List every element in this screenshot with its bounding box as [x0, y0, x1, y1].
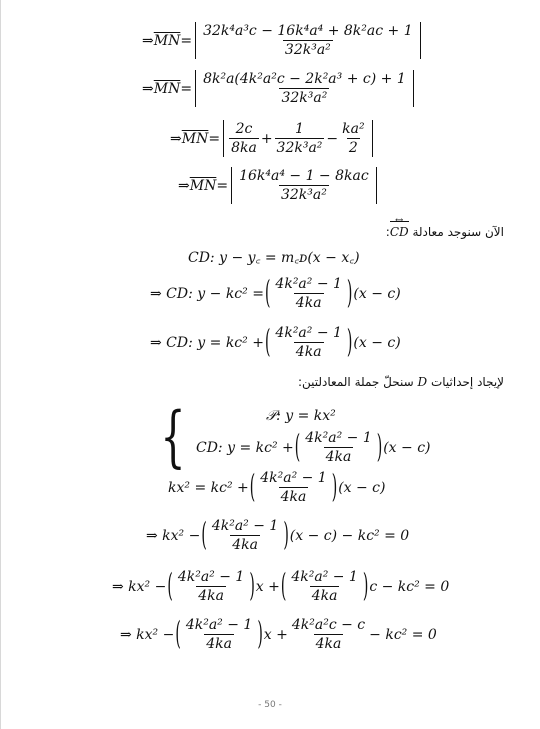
e4-den: 4ka: [206, 636, 232, 652]
mn1-denominator: 32k³a²: [284, 42, 331, 58]
e2-den: 4ka: [232, 537, 258, 553]
e3-lhs: ⇒ kx² −: [112, 578, 167, 595]
cd1-text: CD: y − y꜀ = m꜀ᴅ(x − x꜀): [188, 250, 360, 266]
e1-tail: (x − c): [338, 479, 386, 496]
mn3-term2-num: 1: [295, 121, 304, 137]
e4-num: 4k²a² − 1: [185, 617, 253, 633]
left-brace: {: [160, 398, 186, 475]
e4-mid: x +: [263, 626, 288, 643]
equation-mn-4: ⇒ $\overline{MN}$ = $\frac{\text{16k⁴a⁴ − 1 − 8kac}}{\text{32k³a²}}$: [178, 167, 380, 204]
equation-cd-1: [188, 251, 360, 265]
page-number: - 50 -: [258, 700, 282, 710]
system-parabola: [196, 409, 431, 423]
cd2-tail: (x − c): [353, 285, 401, 302]
arabic-colon: :: [385, 225, 390, 239]
cd2-lhs: ⇒ CD: y − kc² =: [150, 285, 264, 302]
cd2-num: 4k²a² − 1: [275, 276, 342, 292]
equation-system: [152, 398, 431, 475]
e2-lhs: ⇒ kx² −: [146, 527, 201, 544]
d-symbol: D: [417, 375, 428, 389]
sys2-lhs: CD: y = kc² +: [196, 439, 294, 456]
equation-cd-3: ⇒ CD: y = kc² + ( $\frac{\text{4k²a² − 1}}{4ka}$ ) (x − c): [150, 324, 401, 361]
sys2-den: 4ka: [325, 449, 352, 465]
cd3-num: 4k²a² − 1: [275, 325, 342, 341]
cd3-lhs: ⇒ CD: y = kc² +: [150, 334, 264, 351]
mn3-plus: +: [260, 130, 273, 147]
equation-e3: ⇒ kx² − ( $\frac{\text{4k²a² − 1}}{4ka}$ ) x + ( $\frac{\text{4k²a² − 1}}{4ka}$ ) c − kc² = 0: [112, 568, 450, 605]
equation-mn-3: ⇒ $\overline{MN}$ = $\frac{2c}{8ka}$ + $\frac{1}{\text{32k³a²}}$ − $\frac{\text{ka²}}{2}$: [170, 120, 376, 157]
cd3-tail: (x − c): [353, 334, 401, 351]
sys2-num: 4k²a² − 1: [305, 430, 372, 446]
e3-tail: c − kc² = 0: [369, 578, 450, 595]
cd-symbol: CD ↔: [390, 220, 409, 239]
e3-mid: x +: [255, 578, 280, 595]
sys2-tail: (x − c): [383, 439, 431, 456]
equation-mn-2: ⇒ $\overline{MN}$ = $\frac{\text{8k²a(4k²a²c − 2k²a³ + c) + 1}}{\text{32k³a²}}$: [142, 70, 417, 107]
cd3-den: 4ka: [295, 344, 322, 360]
e1-num: 4k²a² − 1: [260, 470, 327, 486]
arabic-text-line-cd: [386, 220, 504, 239]
e3-den2: 4ka: [311, 588, 338, 604]
equation-e4: ⇒ kx² − ( $\frac{\text{4k²a² − 1}}{4ka}$ ) x + $\frac{\text{4k²a²c − c}}{4ka}$ − kc² = 0: [120, 616, 437, 653]
mn2-denominator: 32k³a²: [281, 90, 328, 106]
system-line-cd: CD: y = kc² + ( $\frac{\text{4k²a² − 1}}{4ka}$ ) (x − c): [196, 429, 431, 466]
arabic-text-2b: سنحلّ جملة المعادلتين:: [297, 375, 414, 389]
e4-den2: 4ka: [315, 636, 342, 652]
sys1-text: 𝒫: y = kx²: [266, 408, 336, 424]
equation-mn-1: ⇒ $\overline{MN}$ = $\frac{\text{32k⁴a³c − 16k⁴a⁴ + 8k²ac + 1}}{\text{32k³a²}}$: [142, 22, 424, 59]
mn3-term1-den: 8ka: [231, 140, 257, 156]
e2-num: 4k²a² − 1: [211, 518, 279, 534]
equation-cd-2: ⇒ CD: y − kc² = ( $\frac{\text{4k²a² − 1}}{4ka}$ ) (x − c): [150, 275, 401, 312]
e3-num: 4k²a² − 1: [177, 569, 245, 585]
mn3-term1-num: 2c: [235, 121, 253, 137]
e3-num2: 4k²a² − 1: [291, 569, 358, 585]
arabic-text-2a: لإيجاد إحداثيات: [430, 375, 504, 389]
equation-e2: ⇒ kx² − ( $\frac{\text{4k²a² − 1}}{4ka}$ ) (x − c) − kc² = 0: [146, 517, 410, 554]
cd2-den: 4ka: [295, 295, 322, 311]
e3-den: 4ka: [198, 588, 224, 604]
equation-e1: kx² = kc² + ( $\frac{\text{4k²a² − 1}}{4ka}$ ) (x − c): [168, 469, 386, 506]
mn1-numerator: 32k⁴a³c − 16k⁴a⁴ + 8k²ac + 1: [203, 23, 413, 39]
e1-den: 4ka: [280, 489, 307, 505]
mn3-minus: −: [326, 130, 339, 147]
e4-num2: 4k²a²c − c: [291, 617, 366, 633]
mn2-numerator: 8k²a(4k²a²c − 2k²a³ + c) + 1: [203, 71, 406, 87]
e1-lhs: kx² = kc² +: [168, 479, 249, 496]
e4-lhs: ⇒ kx² −: [120, 626, 175, 643]
arabic-text-1: الآن سنوجد معادلة: [412, 225, 504, 239]
mn3-term3-num: ka²: [342, 121, 365, 137]
mn3-term3-den: 2: [348, 140, 358, 156]
e4-tail: − kc² = 0: [369, 626, 437, 643]
mn3-term2-den: 32k³a²: [276, 140, 323, 156]
arabic-text-line-d: [298, 375, 504, 389]
mn4-numerator: 16k⁴a⁴ − 1 − 8kac: [239, 168, 369, 184]
mn4-denominator: 32k³a²: [280, 187, 327, 203]
e2-tail: (x − c) − kc² = 0: [289, 527, 410, 544]
